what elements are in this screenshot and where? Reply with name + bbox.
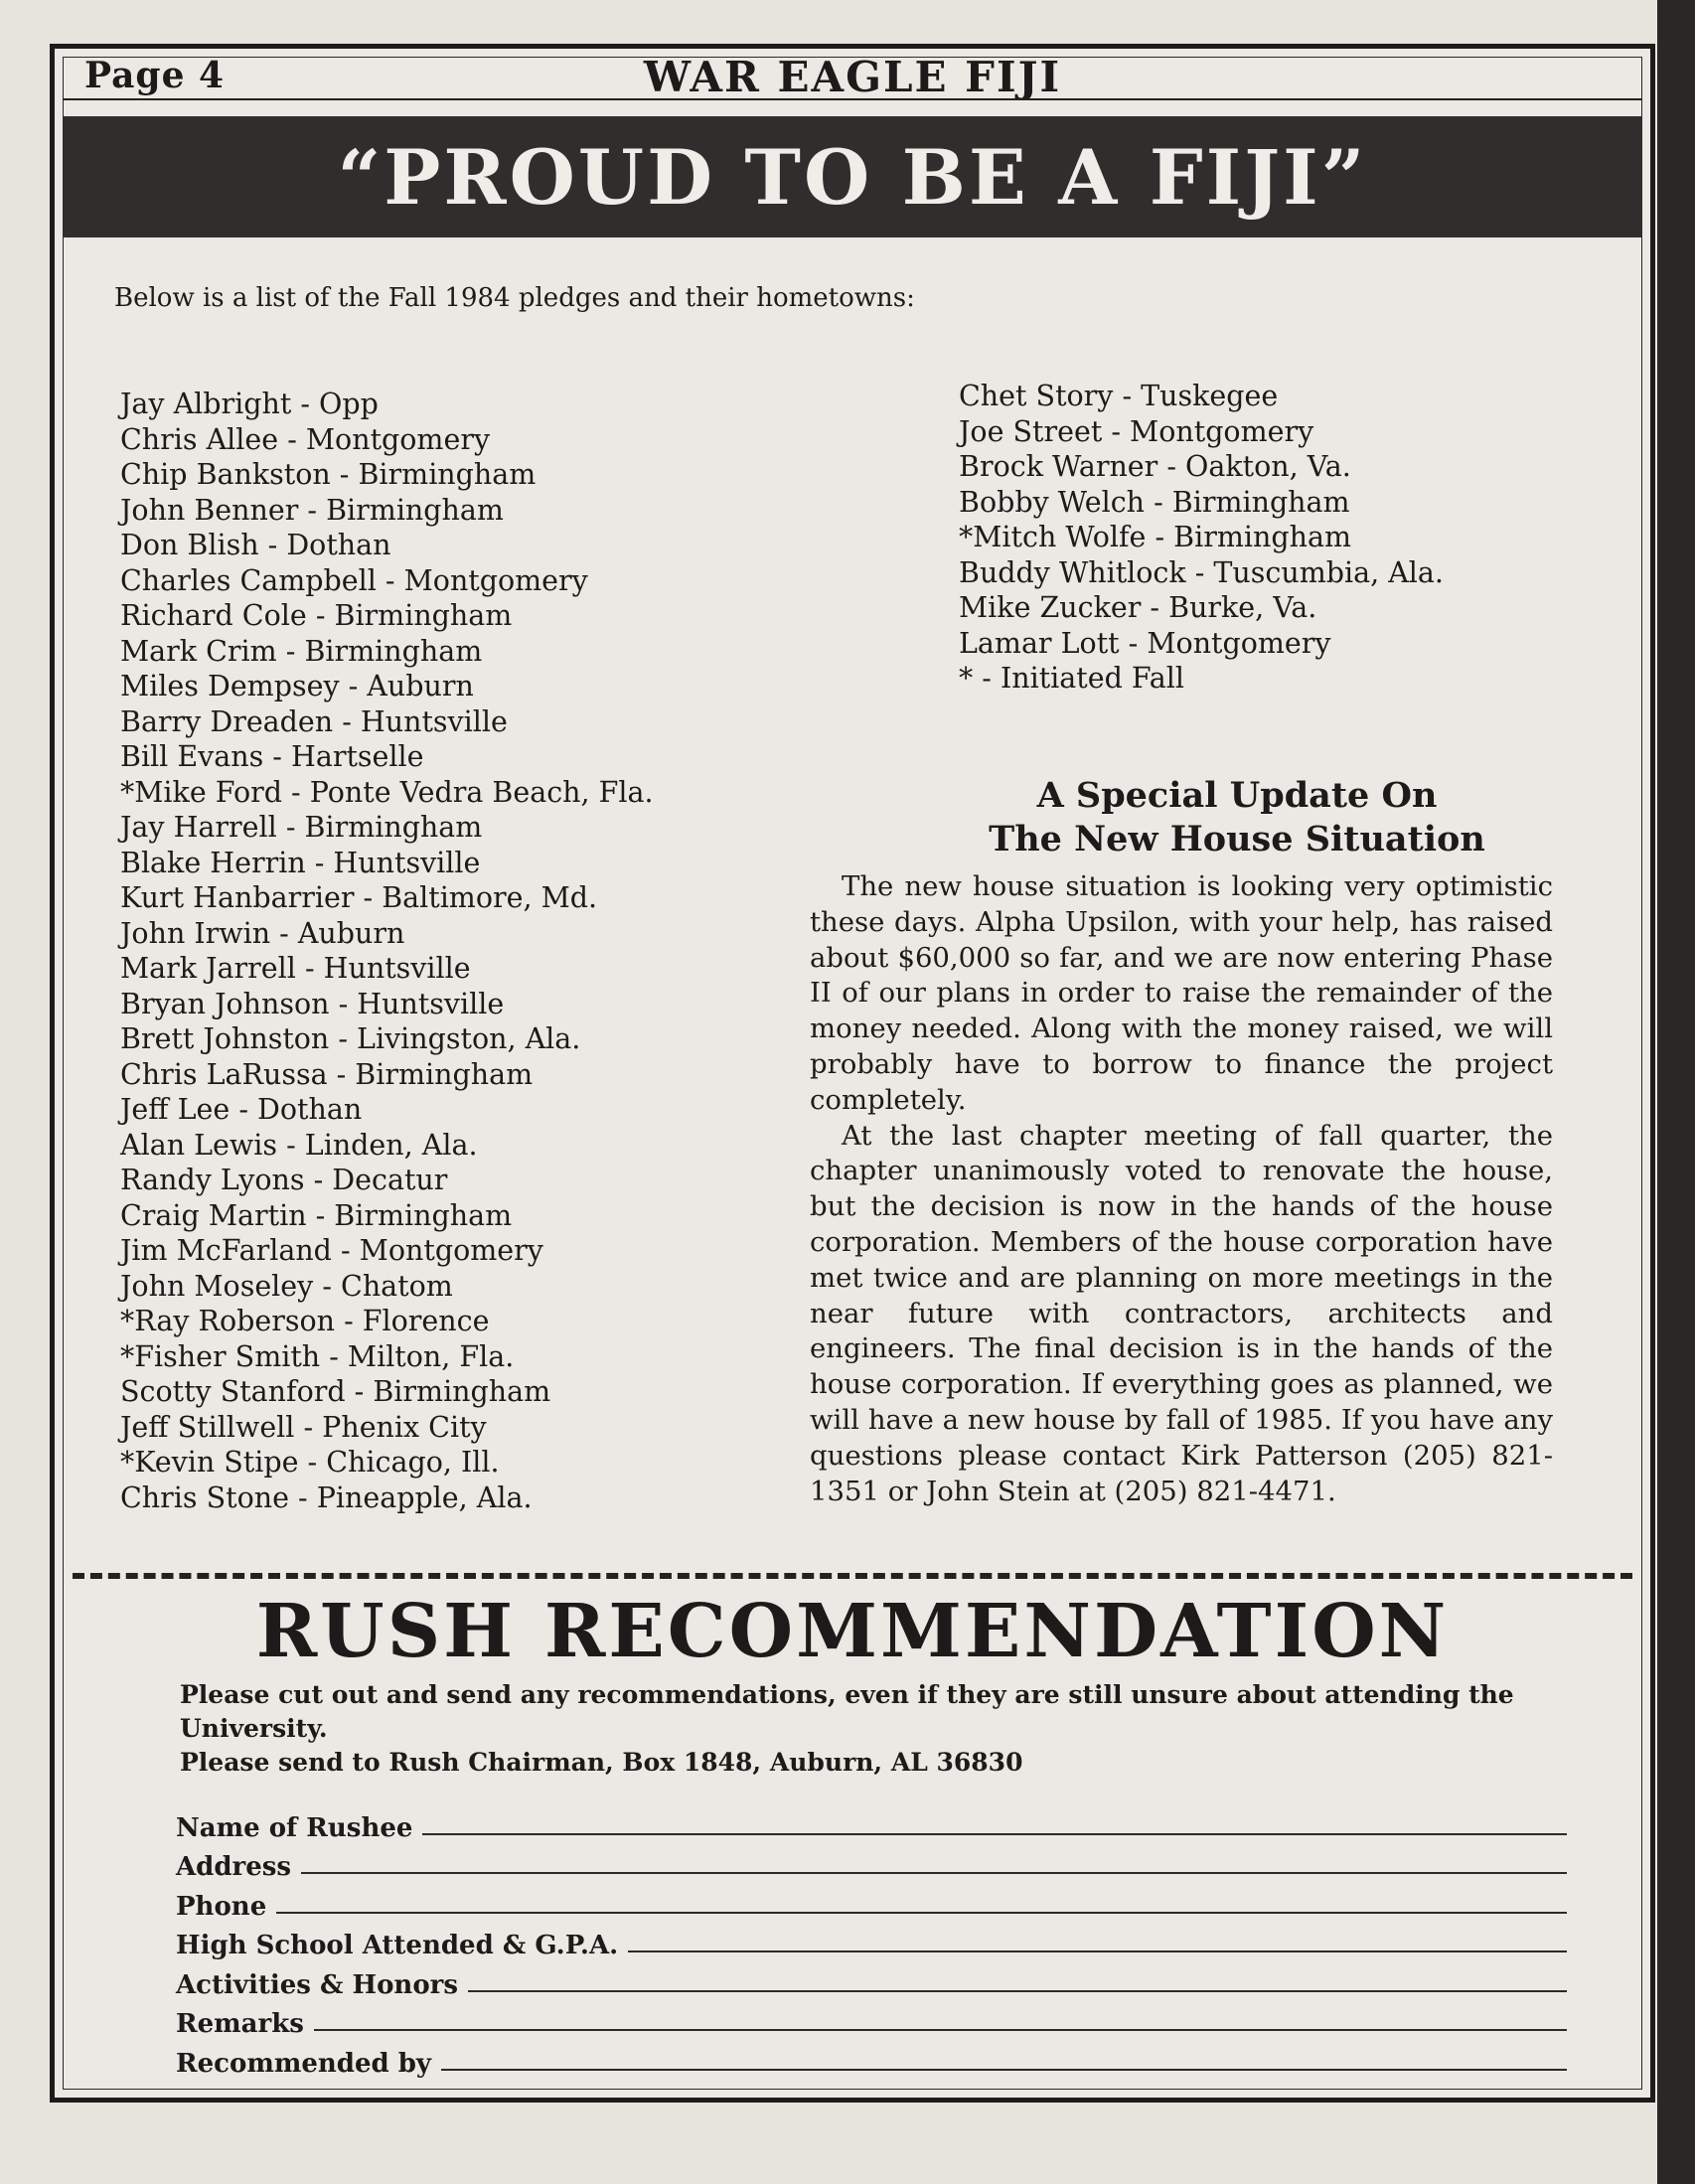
pledge-entry: *Ray Roberson - Florence — [120, 1305, 490, 1337]
article-paragraph-1: The new house situation is looking very optimistic these days. Alpha Upsilon, with your help, has raised about $60,000 so far, and we are now entering Phase II of our plans in order to raise the remainder of the money needed. Along with the money raised, we will probably have to borrow to finance the project completely. — [810, 870, 1553, 1116]
article-paragraph-2: At the last chapter meeting of fall quarter, the chapter unanimously voted to renovate the house, but the decision is now in the hands of the house corporation. Members of the house corporation have met twice and are planning on more meetings in the near future with contractors, architects and engineers. The final decision is in the hands of the house corporation. If everything goes as planned, we will have a new house by fall of 1985. If you have any questions please contact Kirk Patterson (205) 821-1351 or John Stein at (205) 821-4471. — [810, 1119, 1553, 1507]
form-row — [176, 1843, 1567, 1883]
form-blank-line[interactable] — [441, 2069, 1567, 2071]
rush-form — [176, 1803, 1567, 2079]
page-number: Page 4 — [84, 55, 226, 96]
pledge-entry: *Kevin Stipe - Chicago, Ill. — [120, 1446, 500, 1479]
rush-instruction-1: Please cut out and send any recommendations, even if they are still unsure about attending the University. — [180, 1680, 1514, 1743]
form-blank-line[interactable] — [422, 1833, 1567, 1835]
pledge-entry: Joe Street - Montgomery — [959, 414, 1314, 448]
form-field-label: Address — [176, 1852, 292, 1882]
pledge-entry: *Mike Ford - Ponte Vedra Beach, Fla. — [120, 775, 654, 809]
pledge-entry: Bill Evans - Hartselle — [120, 740, 424, 773]
pledge-entry: John Irwin - Auburn — [120, 916, 405, 950]
page-frame — [50, 44, 1655, 2103]
pledge-entry: Randy Lyons - Decatur — [120, 1164, 448, 1196]
form-blank-line[interactable] — [314, 2029, 1567, 2031]
update-article — [810, 869, 1553, 1509]
banner — [63, 116, 1642, 237]
pledge-entry: Brock Warner - Oakton, Va. — [959, 450, 1351, 483]
form-row — [176, 2000, 1567, 2040]
form-row — [176, 1803, 1567, 1843]
pledge-entry: Buddy Whitlock - Tuscumbia, Ala. — [959, 555, 1444, 589]
intro-text: Below is a list of the Fall 1984 pledges and their hometowns: — [114, 283, 915, 313]
form-field-label: Phone — [176, 1891, 267, 1922]
form-row — [176, 1922, 1567, 1961]
pledge-entry: Jim McFarland - Montgomery — [120, 1234, 543, 1267]
form-row — [176, 1960, 1567, 2000]
form-blank-line[interactable] — [628, 1950, 1567, 1952]
pledge-entry: Bobby Welch - Birmingham — [959, 485, 1350, 519]
pledge-entry: Chip Bankston - Birmingham — [120, 458, 537, 491]
pledge-entry: Jeff Lee - Dothan — [120, 1093, 363, 1126]
form-field-label: Activities & Honors — [176, 1969, 459, 2000]
pledge-entry: John Benner - Birmingham — [120, 493, 504, 527]
rush-instructions — [180, 1678, 1571, 1780]
form-field-label: Recommended by — [176, 2048, 432, 2079]
pledge-list-right — [959, 379, 1444, 697]
pledge-entry: Kurt Hanbarrier - Baltimore, Md. — [120, 881, 598, 914]
pledge-entry: Charles Campbell - Montgomery — [120, 563, 588, 597]
banner-title: “PROUD TO BE A FIJI” — [337, 132, 1368, 222]
pledge-entry: Richard Cole - Birmingham — [120, 599, 513, 632]
pledge-entry: Mike Zucker - Burke, Va. — [959, 591, 1317, 624]
pledge-entry: Jay Albright - Opp — [120, 388, 379, 420]
form-field-label: High School Attended & G.P.A. — [176, 1931, 619, 1960]
update-heading-line1: A Special Update On — [1036, 775, 1438, 816]
pledge-entry: Bryan Johnson - Huntsville — [120, 987, 505, 1020]
pledge-entry: Scotty Stanford - Birmingham — [120, 1375, 551, 1408]
pledge-entry: Miles Dempsey - Auburn — [120, 670, 474, 702]
pledge-entry: Brett Johnston - Livingston, Ala. — [120, 1022, 581, 1055]
pledge-entry: Alan Lewis - Linden, Ala. — [120, 1128, 478, 1162]
form-field-label: Remarks — [176, 2009, 304, 2039]
pledge-entry: Chet Story - Tuskegee — [959, 380, 1279, 412]
pledge-entry: Chris Stone - Pineapple, Ala. — [120, 1481, 533, 1514]
pledge-entry: Mark Jarrell - Huntsville — [120, 952, 471, 985]
pledge-entry: Chris LaRussa - Birmingham — [120, 1057, 534, 1091]
masthead-title: WAR EAGLE FIJI — [643, 53, 1062, 101]
pledge-entry: Chris Allee - Montgomery — [120, 422, 491, 456]
form-blank-line[interactable] — [468, 1990, 1567, 1992]
form-field-label: Name of Rushee — [176, 1812, 413, 1843]
pledge-entry: Jay Harrell - Birmingham — [120, 811, 483, 844]
update-heading — [849, 774, 1624, 861]
cut-line — [73, 1573, 1632, 1579]
pledge-entry: Blake Herrin - Huntsville — [120, 846, 481, 879]
form-row — [176, 2039, 1567, 2079]
pledge-entry: Mark Crim - Birmingham — [120, 634, 483, 668]
pledge-entry: *Fisher Smith - Milton, Fla. — [120, 1339, 515, 1373]
form-blank-line[interactable] — [301, 1872, 1567, 1874]
pledge-entry: Lamar Lott - Montgomery — [959, 626, 1331, 660]
pledge-entry: Craig Martin - Birmingham — [120, 1198, 513, 1232]
pledge-list-left — [120, 387, 654, 1515]
update-heading-line2: The New House Situation — [989, 819, 1485, 859]
rush-instruction-2: Please send to Rush Chairman, Box 1848, Auburn, AL 36830 — [180, 1748, 1023, 1777]
pledge-entry: Don Blish - Dothan — [120, 529, 391, 561]
form-blank-line[interactable] — [276, 1912, 1567, 1914]
pledge-entry: * - Initiated Fall — [959, 662, 1184, 695]
pledge-entry: Jeff Stillwell - Phenix City — [120, 1410, 487, 1444]
form-row — [176, 1882, 1567, 1922]
pledge-entry: *Mitch Wolfe - Birmingham — [959, 521, 1351, 553]
pledge-entry: John Moseley - Chatom — [120, 1269, 453, 1303]
pledge-entry: Barry Dreaden - Huntsville — [120, 704, 508, 738]
header-rule — [63, 98, 1642, 100]
rush-title: RUSH RECOMMENDATION — [255, 1589, 1450, 1674]
